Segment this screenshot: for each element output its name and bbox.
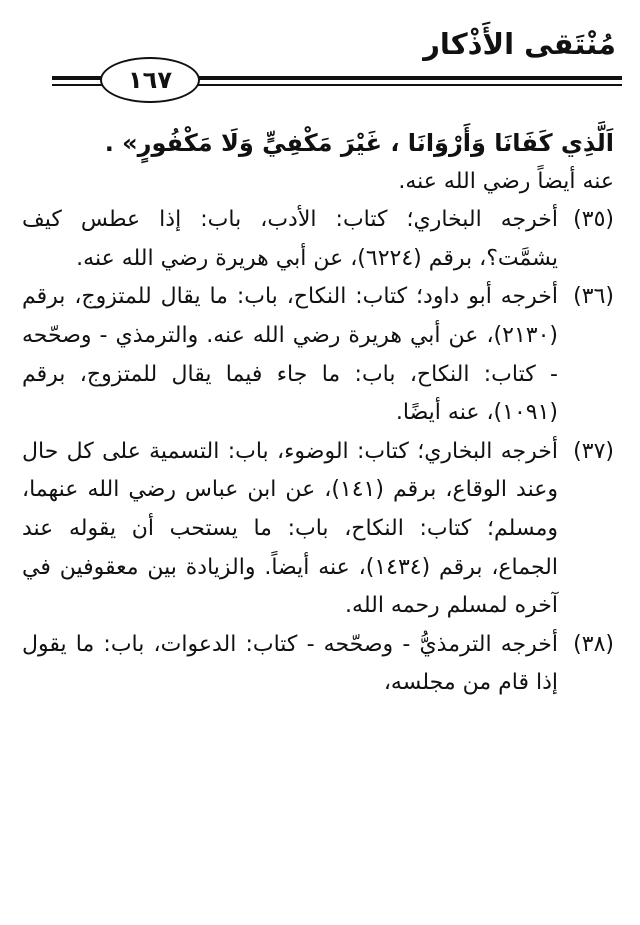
footnote-35 <box>22 201 614 278</box>
footnote-text: أخرجه البخاري؛ كتاب: الأدب، باب: إذا عطس كيف يشمَّت؟، برقم (٦٢٢٤)، عن أبي هريرة رضي الله عنه. <box>22 207 558 271</box>
page-content <box>22 124 614 703</box>
verse-source: عنه أيضاً رضي الله عنه. <box>398 168 614 194</box>
page-number-badge <box>100 57 200 103</box>
footnote-37 <box>22 433 614 626</box>
footnote-number: (٣٦) <box>573 284 614 310</box>
book-title: مُنْتَقى الأَذْكار <box>423 27 616 61</box>
footnote-number: (٣٧) <box>573 438 614 464</box>
footnote-number: (٣٥) <box>573 207 614 233</box>
page-number: ١٦٧ <box>128 66 172 94</box>
footnote-text: أخرجه الترمذيُّ - وصحّحه - كتاب: الدعوات، باب: ما يقول إذا قام من مجلسه، <box>22 631 558 696</box>
footnote-number: (٣٨) <box>573 631 614 657</box>
footnote-36 <box>22 278 614 432</box>
hadith-verse-line: اَلَّذِي كَفَانَا وَأَرْوَانَا ، غَيْرَ مَكْفِيٍّ وَلَا مَكْفُورٍ» . <box>104 129 614 157</box>
footnote-text: أخرجه أبو داود؛ كتاب: النكاح، باب: ما يقال للمتزوج، برقم (٢١٣٠)، عن أبي هريرة رضي الله عنه. والترمذي - وصحّحه - كتاب: النكاح، باب: ما جاء فيما يقال للمتزوج، برقم (١٠٩١)، عنه أيضًا. <box>22 284 558 426</box>
footnote-text: أخرجه البخاري؛ كتاب: الوضوء، باب: التسمية على كل حال وعند الوقاع، برقم (١٤١)، عن ابن عباس رضي الله عنهما، ومسلم؛ كتاب: النكاح، باب: ما يستحب أن يقوله عند الجماع، برقم (١٤٣٤)، عنه أيضاً. والزيادة بين معقوفين في آخره لمسلم رحمه الله. <box>22 438 558 619</box>
footnote-38 <box>22 626 614 703</box>
